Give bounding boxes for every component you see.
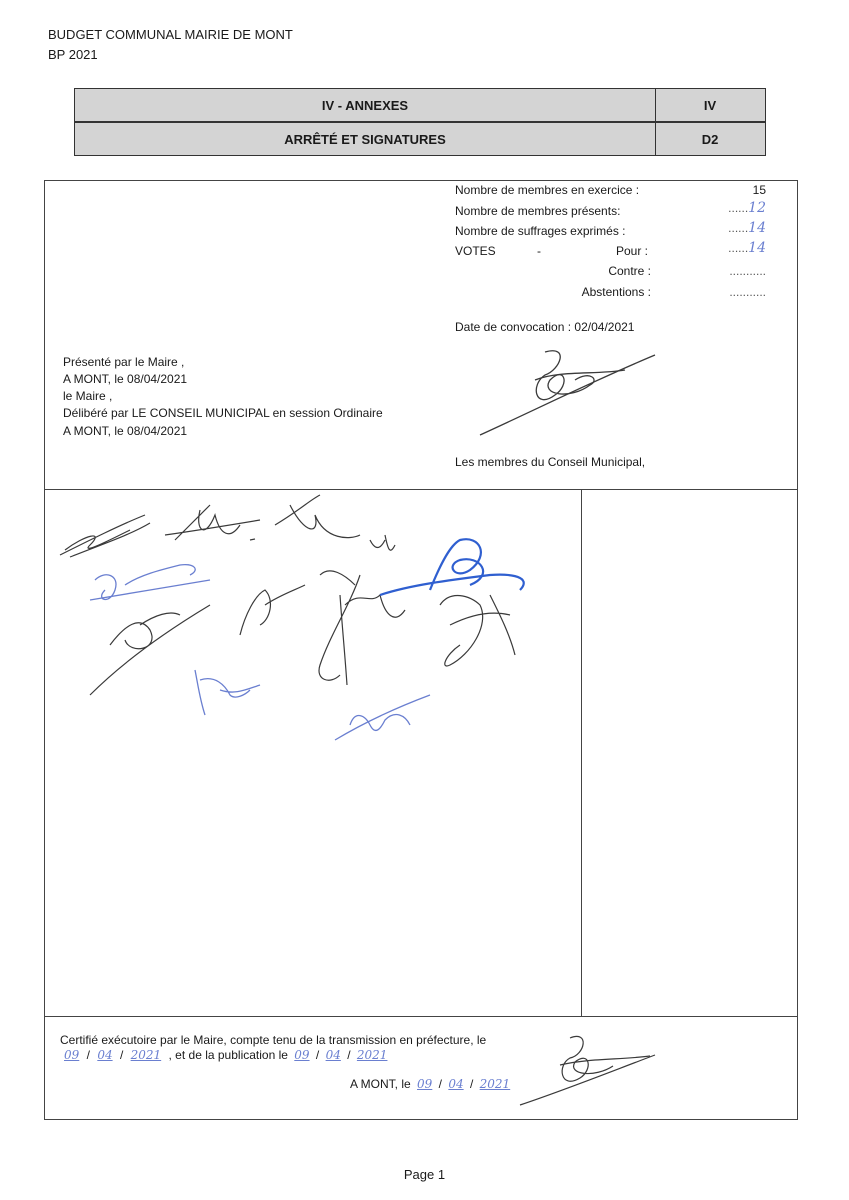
abstentions-label: Abstentions : bbox=[581, 285, 651, 299]
expressed-label: Nombre de suffrages exprimés : bbox=[455, 224, 626, 238]
banner-title: IV - ANNEXES bbox=[75, 89, 656, 121]
certification-dates: 09 / 04 / 2021 , et de la publication le 09 / 04 / 2021 bbox=[64, 1048, 388, 1062]
banner-row-annexes bbox=[74, 88, 766, 122]
present-value: ......12 bbox=[728, 200, 766, 216]
votes-label: VOTES bbox=[455, 244, 496, 258]
members-caption: Les membres du Conseil Municipal, bbox=[455, 455, 646, 469]
abstentions-value: ........... bbox=[729, 285, 766, 299]
banner-code: IV bbox=[703, 97, 717, 113]
presented-by: Présenté par le Maire , bbox=[63, 355, 185, 369]
mayor-signature bbox=[475, 340, 665, 440]
banner-title: ARRÊTÉ ET SIGNATURES bbox=[75, 123, 656, 155]
presented-date: A MONT, le 08/04/2021 bbox=[63, 372, 188, 386]
certification-section bbox=[44, 1016, 798, 1120]
contre-value: ........... bbox=[729, 264, 766, 278]
banner-row-signatures bbox=[74, 122, 766, 156]
certification-signature bbox=[515, 1030, 665, 1110]
side-column bbox=[581, 489, 798, 1017]
deliberated-by: Délibéré par LE CONSEIL MUNICIPAL en session Ordinaire bbox=[63, 406, 383, 420]
banner-code: D2 bbox=[701, 131, 719, 147]
members-value: 15 bbox=[752, 183, 766, 197]
convocation-date: Date de convocation : 02/04/2021 bbox=[455, 320, 635, 334]
members-label: Nombre de membres en exercice : bbox=[455, 183, 640, 197]
document-title: BUDGET COMMUNAL MAIRIE DE MONT bbox=[48, 27, 293, 42]
votes-dash: - bbox=[537, 244, 541, 258]
page-number: Page 1 bbox=[403, 1167, 446, 1182]
council-signatures bbox=[50, 495, 580, 765]
document-subtitle: BP 2021 bbox=[48, 47, 98, 62]
certification-place-date: A MONT, le 09 / 04 / 2021 bbox=[350, 1077, 511, 1091]
pour-value: ......14 bbox=[728, 240, 766, 256]
present-label: Nombre de membres présents: bbox=[455, 204, 621, 218]
deliberated-date: A MONT, le 08/04/2021 bbox=[63, 424, 188, 438]
mayor-label: le Maire , bbox=[63, 389, 113, 403]
certification-text: Certifié exécutoire par le Maire, compte tenu de la transmission en préfecture, le bbox=[60, 1033, 487, 1047]
pour-label: Pour : bbox=[615, 244, 648, 258]
expressed-value: ......14 bbox=[728, 220, 766, 236]
deliberation-section bbox=[44, 180, 798, 490]
contre-label: Contre : bbox=[608, 264, 651, 278]
